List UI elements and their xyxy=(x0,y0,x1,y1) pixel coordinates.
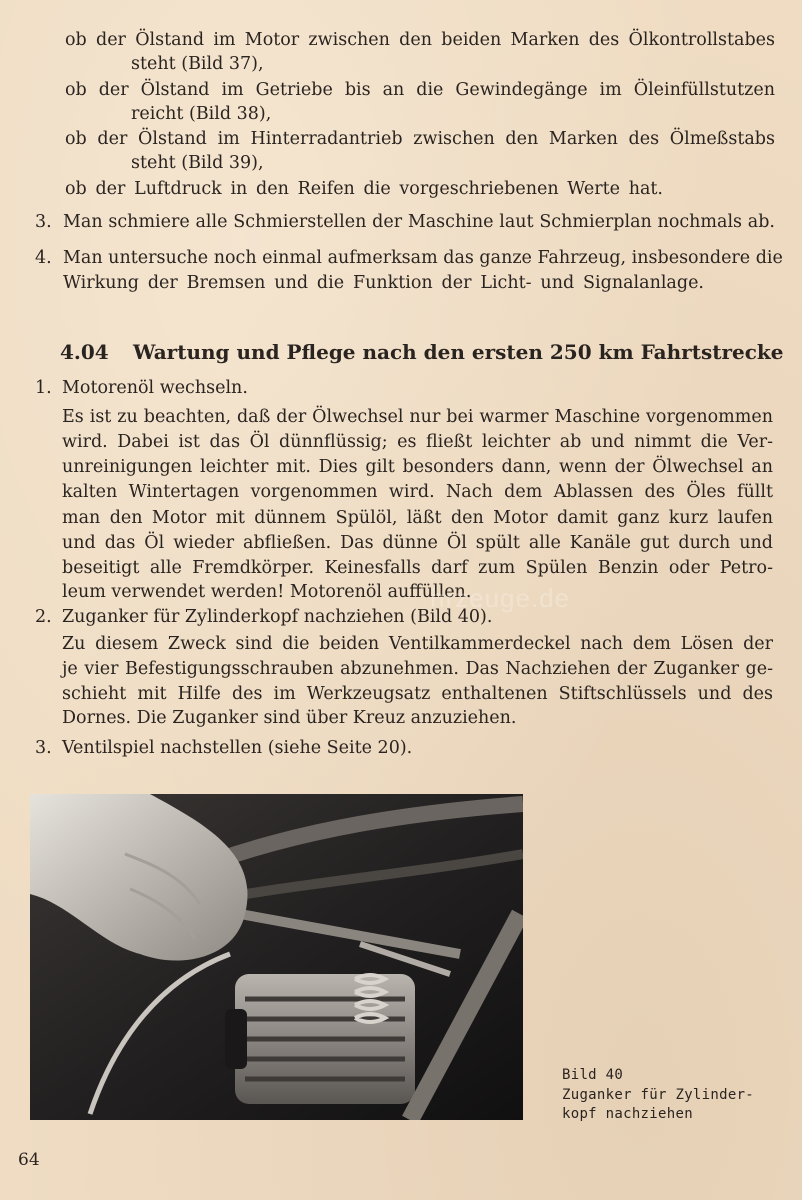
engine-photo-illustration xyxy=(30,794,523,1120)
list-line: ob der Ölstand im Hinterradantrieb zwischen den Marken des Ölmeßstabs xyxy=(65,129,775,149)
item-text: beseitigt alle Fremdkörper. Keinesfalls darf zum Spülen Benzin oder Petro- xyxy=(62,558,773,578)
item-heading: Motorenöl wechseln. xyxy=(62,378,248,398)
section-heading xyxy=(60,338,784,366)
item-text: Man schmiere alle Schmierstellen der Maschine laut Schmierplan nochmals ab. xyxy=(63,212,775,232)
cylinder-fins xyxy=(235,974,415,1104)
list-line: steht (Bild 37), xyxy=(131,54,264,74)
item-text: Zu diesem Zweck sind die beiden Ventilkammerdeckel nach dem Lösen der xyxy=(62,634,773,654)
watermark: hrzeuge.de xyxy=(430,583,571,613)
caption-line: Bild 40 xyxy=(562,1067,624,1083)
list-line: ob der Ölstand im Getriebe bis an die Gewindegänge im Öleinfüllstutzen xyxy=(65,80,775,100)
page-number: 64 xyxy=(18,1150,40,1170)
item-number: 1. xyxy=(35,378,52,398)
list-line: steht (Bild 39), xyxy=(131,153,264,173)
item-text: Wirkung der Bremsen und die Funktion der Licht- und Signalanlage. xyxy=(63,273,704,293)
item-number: 2. xyxy=(35,607,52,627)
item-text: Es ist zu beachten, daß der Ölwechsel nur bei warmer Maschine vorgenommen xyxy=(62,407,773,427)
item-text: schieht mit Hilfe des im Werkzeugsatz enthaltenen Stiftschlüssels und des xyxy=(62,684,773,704)
item-number: 3. xyxy=(35,738,52,758)
item-text: Man untersuche noch einmal aufmerksam das ganze Fahrzeug, insbesondere die xyxy=(63,248,783,268)
item-heading: Ventilspiel nachstellen (siehe Seite 20). xyxy=(62,738,413,758)
list-line: ob der Ölstand im Motor zwischen den beiden Marken des Ölkontrollstabes xyxy=(65,30,775,50)
item-text: und das Öl wieder abfließen. Das dünne Öl spült alle Kanäle gut durch und xyxy=(62,533,773,553)
item-heading: Zuganker für Zylinderkopf nachziehen (Bild 40). xyxy=(62,607,493,627)
figure-photo xyxy=(30,794,523,1120)
section-title: Wartung und Pflege nach den ersten 250 km Fahrtstrecke xyxy=(133,340,784,364)
caption-line: Zuganker für Zylinder- xyxy=(562,1086,755,1103)
item-number: 4. xyxy=(35,248,52,268)
item-number: 3. xyxy=(35,212,52,232)
list-line: ob der Luftdruck in den Reifen die vorgeschriebenen Werte hat. xyxy=(65,179,663,199)
item-text: wird. Dabei ist das Öl dünnflüssig; es fließt leichter ab und nimmt die Ver- xyxy=(62,432,773,452)
item-text: kalten Wintertagen vorgenommen wird. Nach dem Ablassen des Öles füllt xyxy=(62,482,773,502)
item-text: Dornes. Die Zuganker sind über Kreuz anzuziehen. xyxy=(62,708,517,728)
item-text: leum verwendet werden! Motorenöl auffüllen. xyxy=(62,582,472,602)
list-line: reicht (Bild 38), xyxy=(131,104,272,124)
figure-caption xyxy=(562,1066,754,1125)
item-text: je vier Befestigungsschrauben abzunehmen. Das Nachziehen der Zuganker ge- xyxy=(62,659,773,679)
item-text: unreinigungen leichter mit. Dies gilt besonders dann, wenn der Ölwechsel an xyxy=(62,457,773,477)
section-number: 4.04 xyxy=(60,340,109,364)
item-text: man den Motor mit dünnem Spülöl, läßt den Motor damit ganz kurz laufen xyxy=(62,508,773,528)
caption-line: kopf nachziehen xyxy=(562,1106,693,1122)
